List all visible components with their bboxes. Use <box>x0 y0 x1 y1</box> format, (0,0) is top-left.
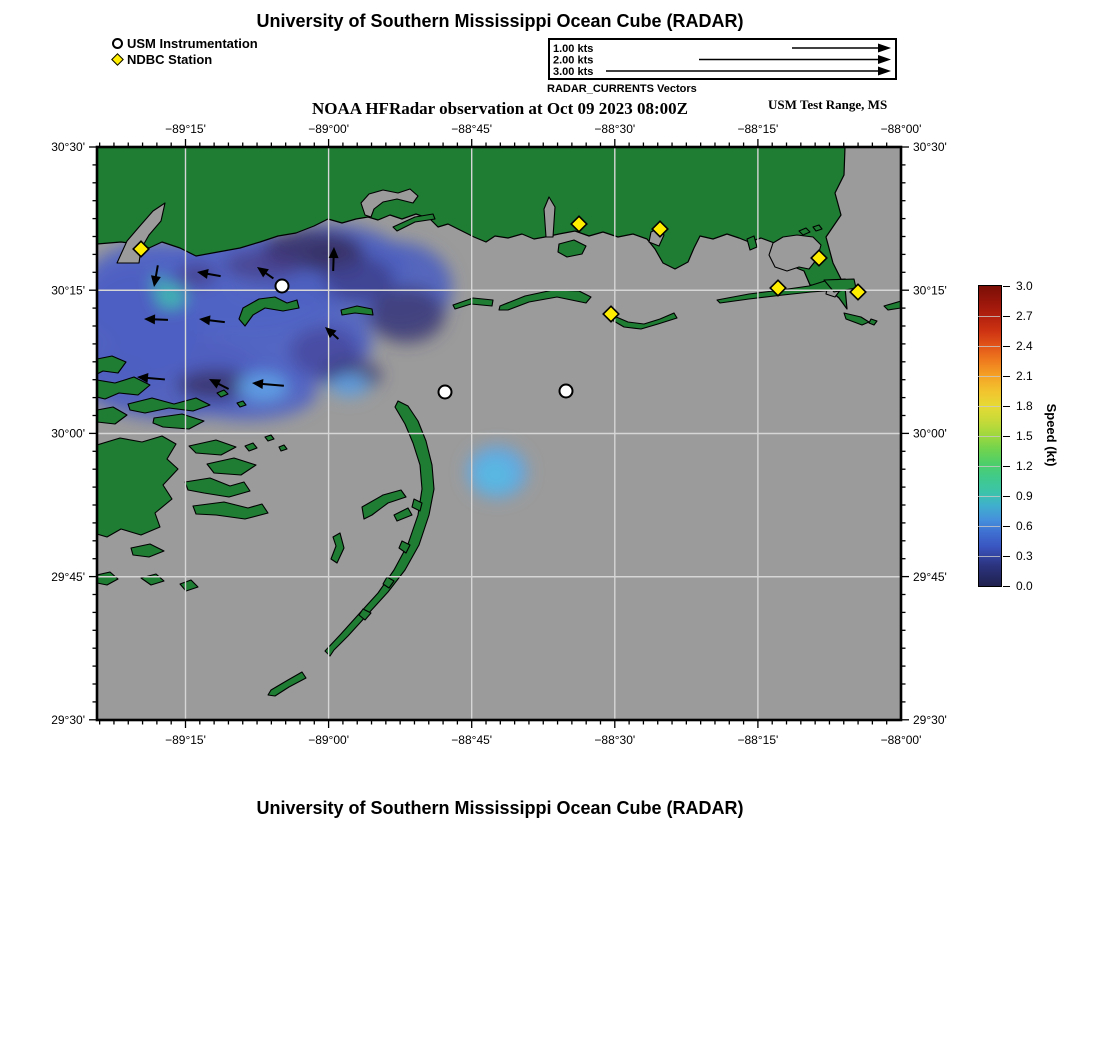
colorbar-gridline <box>978 376 1000 377</box>
svg-text:30°15': 30°15' <box>913 283 947 298</box>
svg-text:−89°00': −89°00' <box>308 733 349 747</box>
colorbar-gridline <box>978 406 1000 407</box>
svg-text:29°30': 29°30' <box>51 713 85 727</box>
colorbar-tick-label: 2.4 <box>1016 339 1033 353</box>
vector-scale-arrows <box>550 40 895 78</box>
colorbar-tick <box>1003 466 1010 468</box>
colorbar-tick-label: 0.9 <box>1016 489 1033 503</box>
svg-text:−89°15': −89°15' <box>165 122 206 136</box>
figure-title-top: University of Southern Mississippi Ocean Cube (RADAR) <box>256 11 744 31</box>
svg-text:29°30': 29°30' <box>913 713 947 727</box>
map-title: NOAA HFRadar observation at Oct 09 2023 08:00Z <box>311 99 689 118</box>
colorbar-gridline <box>978 436 1000 437</box>
colorbar-title: Speed (kt) <box>1044 403 1059 467</box>
colorbar <box>978 279 1100 593</box>
colorbar-tick-label: 1.2 <box>1016 459 1033 473</box>
colorbar-tick-label: 2.7 <box>1016 309 1033 323</box>
svg-text:−88°45': −88°45' <box>451 733 493 747</box>
svg-text:−89°15': −89°15' <box>165 733 206 747</box>
svg-text:−88°45': −88°45' <box>451 122 493 136</box>
colorbar-tick <box>1003 556 1010 558</box>
colorbar-gridline <box>978 316 1000 317</box>
colorbar-gridline <box>978 496 1000 497</box>
colorbar-tick-label: 0.0 <box>1016 579 1033 593</box>
colorbar-tick <box>1003 376 1010 378</box>
colorbar-gridline <box>978 526 1000 527</box>
colorbar-gridline <box>978 556 1000 557</box>
legend-row-usm <box>110 36 258 52</box>
colorbar-tick-label: 1.8 <box>1016 399 1033 413</box>
svg-text:3.00 kts: 3.00 kts <box>553 66 594 78</box>
map-subtitle: USM Test Range, MS <box>768 97 888 112</box>
usm-instrumentation-circle-icon <box>560 385 573 398</box>
svg-text:2.00 kts: 2.00 kts <box>553 54 594 67</box>
colorbar-gridline <box>978 466 1000 467</box>
svg-text:1.00 kts: 1.00 kts <box>553 43 594 55</box>
svg-text:−88°30': −88°30' <box>594 122 636 136</box>
legend-label-usm: USM Instrumentation <box>127 36 258 51</box>
colorbar-tick-label: 3.0 <box>1016 279 1033 293</box>
svg-text:−88°30': −88°30' <box>594 733 636 747</box>
usm-instrumentation-circle-icon <box>439 386 452 399</box>
colorbar-gridline <box>978 346 1000 347</box>
colorbar-tick <box>1003 586 1010 588</box>
svg-text:30°00': 30°00' <box>51 426 85 441</box>
map-panel <box>47 117 947 777</box>
colorbar-tick <box>1003 526 1010 528</box>
colorbar-tick-label: 2.1 <box>1016 369 1033 383</box>
svg-text:30°30': 30°30' <box>913 140 947 154</box>
vector-scale-box <box>548 38 897 80</box>
colorbar-tick <box>1003 286 1010 288</box>
figure-title-bottom: University of Southern Mississippi Ocean Cube (RADAR) <box>256 798 744 818</box>
marker-legend <box>110 36 258 68</box>
usm-circle-icon <box>110 36 127 52</box>
colorbar-tick <box>1003 406 1010 408</box>
ndbc-diamond-icon <box>110 52 127 68</box>
legend-label-ndbc: NDBC Station <box>127 52 213 67</box>
colorbar-tick <box>1003 346 1010 348</box>
colorbar-tick-label: 0.3 <box>1016 549 1033 563</box>
svg-text:−88°00': −88°00' <box>880 122 922 136</box>
map-canvas <box>47 117 947 777</box>
svg-text:−89°00': −89°00' <box>308 122 349 136</box>
svg-text:−88°15': −88°15' <box>737 733 779 747</box>
colorbar-tick-label: 1.5 <box>1016 429 1033 443</box>
colorbar-tick <box>1003 496 1010 498</box>
svg-text:30°00': 30°00' <box>913 426 947 441</box>
colorbar-tick <box>1003 436 1010 438</box>
vector-scale-caption: RADAR_CURRENTS Vectors <box>547 83 697 95</box>
svg-text:29°45': 29°45' <box>51 569 85 584</box>
svg-text:−88°15': −88°15' <box>737 122 779 136</box>
usm-instrumentation-circle-icon <box>276 280 289 293</box>
svg-text:29°45': 29°45' <box>913 569 947 584</box>
colorbar-tick-label: 0.6 <box>1016 519 1033 533</box>
legend-row-ndbc <box>110 52 258 68</box>
svg-text:30°30': 30°30' <box>51 140 85 154</box>
svg-text:−88°00': −88°00' <box>880 733 922 747</box>
colorbar-tick <box>1003 316 1010 318</box>
svg-text:30°15': 30°15' <box>51 283 85 298</box>
